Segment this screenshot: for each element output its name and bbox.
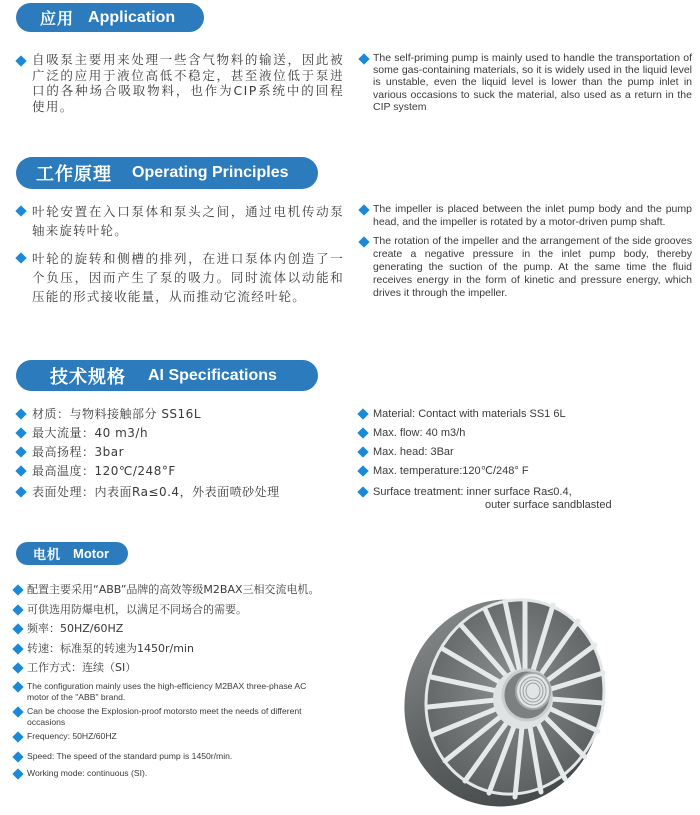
specs-en <box>353 405 693 512</box>
motor-zh-item: 频率：50HZ/60HZ <box>27 622 124 635</box>
impeller-illustration <box>395 585 625 810</box>
motor-en-item: Speed: The speed of the standard pump is 1450r/min. <box>27 750 233 761</box>
list-item <box>353 424 693 443</box>
spec-en-item: Max. head: 3Bar <box>373 446 454 458</box>
application-en <box>355 52 692 113</box>
bullet-diamond-icon <box>12 681 23 692</box>
motor-en <box>12 681 312 779</box>
bullet-diamond-icon <box>357 408 368 419</box>
list-item <box>353 443 693 462</box>
section-title-en: Operating Principles <box>132 164 289 181</box>
motor-zh-item: 转速：标准泵的转速为1450r/min <box>27 641 194 655</box>
list-item <box>12 751 312 762</box>
motor-zh-item: 配置主要采用“ABB”品牌的高效等级M2BAX三相交流电机。 <box>27 583 320 596</box>
spec-zh-item: 最大流量：40 m3/h <box>32 426 149 440</box>
application-en-text: The self-priming pump is mainly used to handle the transportation of some gas-containing materials, so it is widely used in the liquid level is unstable, even the liquid level is lower than the pump inlet in various occasions to suck the material, also used as a return in the CIP system <box>373 52 692 113</box>
spec-zh-item: 材质：与物料接触部分 SS16L <box>32 407 202 421</box>
principles-en-item: The impeller is placed between the inlet pump body and the pump head, and the impeller is rotated by a motor-driven pump shaft. <box>373 203 692 228</box>
bullet-diamond-icon <box>12 751 23 762</box>
spec-en-item-line2: outer surface sandblasted <box>485 499 612 511</box>
motor-zh-item: 可供选用防爆电机，以满足不同场合的需要。 <box>27 602 247 616</box>
bullet-diamond-icon <box>15 55 26 66</box>
motor-zh <box>12 580 362 678</box>
list-item <box>12 706 312 727</box>
principles-en-item: The rotation of the impeller and the arrangement of the side grooves create a negative pressure in the inlet pump body, thereby generating the suction of the pump. At the same time the fluid receives energy in the form of kinetic and pressure energy, which drives it through the impeller. <box>373 235 692 299</box>
list-item <box>12 600 362 620</box>
list-item <box>12 639 362 659</box>
list-item <box>12 658 362 678</box>
bullet-diamond-icon <box>12 623 23 634</box>
spec-zh-item: 表面处理：内表面Ra≤0.4，外表面喷砂处理 <box>32 485 280 499</box>
bullet-diamond-icon <box>15 486 26 497</box>
list-item <box>353 483 693 512</box>
section-header-application <box>16 3 204 32</box>
spec-en-item: Max. temperature:120℃/248° F <box>373 465 529 477</box>
bullet-diamond-icon <box>15 446 26 457</box>
bullet-diamond-icon <box>12 662 23 673</box>
bullet-diamond-icon <box>357 486 368 497</box>
motor-en-item: Frequency: 50HZ/60HZ <box>27 731 117 741</box>
section-title-zh: 技术规格 <box>50 366 126 388</box>
motor-zh-item: 工作方式：连续（SI） <box>27 661 137 674</box>
list-item <box>12 619 362 639</box>
list-item <box>12 768 312 779</box>
bullet-diamond-icon <box>357 465 368 476</box>
principles-en <box>355 203 692 300</box>
motor-en-item: Can be choose the Explosion-proof motorsto meet the needs of different occasions <box>27 706 302 727</box>
section-title-en: Application <box>88 8 176 26</box>
list-item <box>10 462 350 481</box>
bullet-diamond-icon <box>12 643 23 654</box>
bullet-diamond-icon <box>15 427 26 438</box>
section-title-en: AI Specifications <box>148 366 277 384</box>
section-title-zh: 工作原理 <box>36 164 112 185</box>
bullet-diamond-icon <box>12 604 23 615</box>
application-zh-text: 自吸泵主要用来处理一些含气物料的输送，因此被广泛的应用于液位高低不稳定，甚至液位低于泵进口的各种场合吸取物料，也作为CIP系统中的回程使用。 <box>32 52 344 114</box>
bullet-diamond-icon <box>357 427 368 438</box>
bullet-diamond-icon <box>15 205 26 216</box>
bullet-diamond-icon <box>357 446 368 457</box>
section-header-principles <box>16 157 318 189</box>
list-item <box>355 235 692 300</box>
spec-zh-item: 最高温度：120℃/248°F <box>32 464 176 478</box>
bullet-diamond-icon <box>15 465 26 476</box>
section-title-en: Motor <box>73 546 110 561</box>
list-item <box>12 580 362 600</box>
bullet-diamond-icon <box>15 252 26 263</box>
list-item <box>10 249 344 306</box>
section-header-motor <box>16 542 128 565</box>
bullet-diamond-icon <box>12 584 23 595</box>
list-item <box>353 405 693 424</box>
list-item <box>10 424 350 443</box>
bullet-diamond-icon <box>12 706 23 717</box>
bullet-diamond-icon <box>12 731 23 742</box>
spec-en-item: Surface treatment: inner surface Ra≤0.4, <box>373 486 572 498</box>
spec-zh-item: 最高扬程：3bar <box>32 445 125 459</box>
list-item <box>10 443 350 462</box>
list-item <box>355 203 692 229</box>
section-title-zh: 应用 <box>40 9 75 28</box>
principles-zh-item: 叶轮安置在入口泵体和泵头之间，通过电机传动泵轴来旋转叶轮。 <box>32 204 344 238</box>
application-zh <box>10 52 344 114</box>
principles-zh <box>10 202 344 306</box>
list-item <box>10 483 350 502</box>
list-item <box>10 405 350 424</box>
principles-zh-item: 叶轮的旋转和侧槽的排列，在进口泵体内创造了一个负压，因而产生了泵的吸力。同时流体以动能和压能的形式接收能量，从而推动它流经叶轮。 <box>32 251 344 304</box>
section-header-specs <box>16 360 318 391</box>
list-item <box>10 202 344 240</box>
spec-en-item: Max. flow: 40 m3/h <box>373 427 466 439</box>
bullet-diamond-icon <box>15 408 26 419</box>
bullet-diamond-icon <box>358 53 369 64</box>
impeller-image <box>395 585 625 810</box>
bullet-diamond-icon <box>358 236 369 247</box>
motor-en-item: Working mode: continuous (SI). <box>27 768 148 778</box>
specs-zh <box>10 405 350 502</box>
list-item <box>353 462 693 481</box>
bullet-diamond-icon <box>12 768 23 779</box>
spec-en-item: Material: Contact with materials SS1 6L <box>373 408 566 420</box>
list-item <box>12 681 312 702</box>
section-title-zh: 电机 <box>33 548 62 563</box>
bullet-diamond-icon <box>358 204 369 215</box>
motor-en-item: The configuration mainly uses the high-efficiency M2BAX three-phase AC motor of the "ABB" brand. <box>27 681 307 702</box>
list-item <box>12 731 312 742</box>
